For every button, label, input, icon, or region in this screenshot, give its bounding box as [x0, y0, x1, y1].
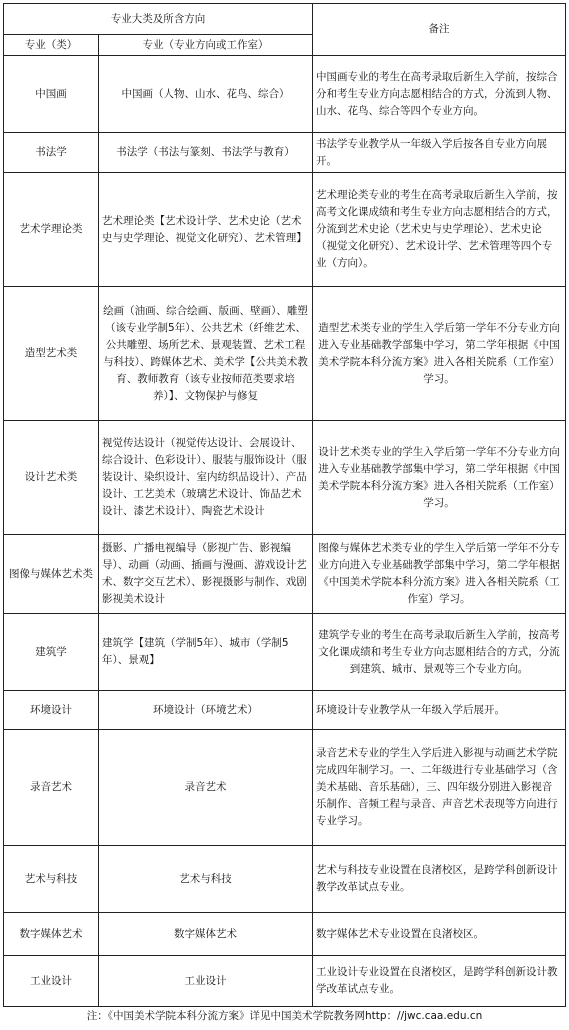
table-row — [4, 913, 566, 956]
major-cell: 录音艺术 — [4, 730, 99, 846]
major-cell: 环境设计 — [4, 691, 99, 730]
note-cell: 建筑学专业的考生在高考录取后新生入学前，按高考文化课成绩和考生专业方向志愿相结合的方式，分流到建筑、城市、景观等三个专业方向。 — [313, 614, 566, 691]
header-major: 专业（类） — [4, 35, 99, 56]
major-cell: 艺术学理论类 — [4, 173, 99, 287]
major-cell: 中国画 — [4, 56, 99, 133]
note-cell: 设计艺术类专业的学生入学后第一学年不分专业方向进入专业基础教学部集中学习，第二学年根据《中国美术学院本科分流方案》进入各相关院系（工作室）学习。 — [313, 421, 566, 535]
note-cell: 录音艺术专业的学生入学后进入影视与动画艺术学院完成四年制学习。一、二年级进行专业基础学习（含美术基础、音乐基础），三、四年级分别进入影视音乐制作、音频工程与录音、声音艺术表现等方向进行专业学习。 — [313, 730, 566, 846]
note-cell: 书法学专业教学从一年级入学后按各自专业方向展开。 — [313, 133, 566, 173]
table-row — [4, 56, 566, 133]
major-cell: 建筑学 — [4, 614, 99, 691]
note-cell: 环境设计专业教学从一年级入学后展开。 — [313, 691, 566, 730]
header-note: 备注 — [313, 4, 566, 56]
direction-cell: 艺术理论类【艺术设计学、艺术史论（艺术史与史学理论、视觉文化研究）、艺术管理】 — [99, 173, 313, 287]
direction-cell: 摄影、广播电视编导（影视广告、影视编导）、动画（动画、插画与漫画、游戏设计艺术、数字交互艺术）、影视摄影与制作、戏剧影视美术设计 — [99, 535, 313, 614]
major-cell: 工业设计 — [4, 956, 99, 1007]
majors-table — [3, 3, 566, 1007]
table-row — [4, 846, 566, 913]
header-direction: 专业（专业方向或工作室） — [99, 35, 313, 56]
direction-cell: 数字媒体艺术 — [99, 913, 313, 956]
direction-cell: 环境设计（环境艺术） — [99, 691, 313, 730]
table-row — [4, 133, 566, 173]
note-cell: 工业设计专业设置在良渚校区，是跨学科创新设计教学改革试点专业。 — [313, 956, 566, 1007]
header-row-group — [4, 4, 566, 35]
major-cell: 设计艺术类 — [4, 421, 99, 535]
note-cell: 图像与媒体艺术类专业的学生入学后第一学年不分专业方向进入专业基础教学部集中学习，第二学年根据《中国美术学院本科分流方案》进入各相关院系（工作室）学习。 — [313, 535, 566, 614]
direction-cell: 工业设计 — [99, 956, 313, 1007]
header-group: 专业大类及所含方向 — [4, 4, 313, 35]
footnote: 注：《中国美术学院本科分流方案》详见中国美术学院教务网http：//jwc.caa.edu.cn — [86, 1010, 483, 1022]
major-cell: 数字媒体艺术 — [4, 913, 99, 956]
major-cell: 艺术与科技 — [4, 846, 99, 913]
direction-cell: 书法学（书法与篆刻、书法学与教育） — [99, 133, 313, 173]
note-cell: 造型艺术类专业的学生入学后第一学年不分专业方向进入专业基础教学部集中学习，第二学年根据《中国美术学院本科分流方案》进入各相关院系（工作室）学习。 — [313, 287, 566, 421]
table-row — [4, 535, 566, 614]
table-row — [4, 730, 566, 846]
table-row — [4, 421, 566, 535]
note-cell: 中国画专业的考生在高考录取后新生入学前，按综合分和考生专业方向志愿相结合的方式，分流到人物、山水、花鸟、综合等四个专业方向。 — [313, 56, 566, 133]
table-row — [4, 691, 566, 730]
table-row — [4, 956, 566, 1007]
direction-cell: 绘画（油画、综合绘画、版画、壁画）、雕塑（该专业学制5年）、公共艺术（纤维艺术、公共雕塑、场所艺术、景观装置、艺术工程与科技）、跨媒体艺术、美术学【公共美术教育、教师教育（该专业按师范类要求培养）】、文物保护与修复 — [99, 287, 313, 421]
direction-cell: 录音艺术 — [99, 730, 313, 846]
note-cell: 艺术理论类专业的考生在高考录取后新生入学前，按高考文化课成绩和考生专业方向志愿相结合的方式，分流到艺术史论（艺术史与史学理论）、艺术史论（视觉文化研究）、艺术设计学、艺术管理等四个专业（方向）。 — [313, 173, 566, 287]
table-row — [4, 614, 566, 691]
major-cell: 造型艺术类 — [4, 287, 99, 421]
direction-cell: 中国画（人物、山水、花鸟、综合） — [99, 56, 313, 133]
table-row — [4, 287, 566, 421]
direction-cell: 视觉传达设计（视觉传达设计、会展设计、综合设计、色彩设计）、服装与服饰设计（服装设计、染织设计、室内纺织品设计）、产品设计、工艺美术（玻璃艺术设计、饰品艺术设计、漆艺术设计）、陶瓷艺术设计 — [99, 421, 313, 535]
note-cell: 艺术与科技专业设置在良渚校区，是跨学科创新设计教学改革试点专业。 — [313, 846, 566, 913]
note-cell: 数字媒体艺术专业设置在良渚校区。 — [313, 913, 566, 956]
major-cell: 图像与媒体艺术类 — [4, 535, 99, 614]
table-row — [4, 173, 566, 287]
direction-cell: 艺术与科技 — [99, 846, 313, 913]
major-cell: 书法学 — [4, 133, 99, 173]
direction-cell: 建筑学【建筑（学制5年）、城市（学制5年）、景观】 — [99, 614, 313, 691]
